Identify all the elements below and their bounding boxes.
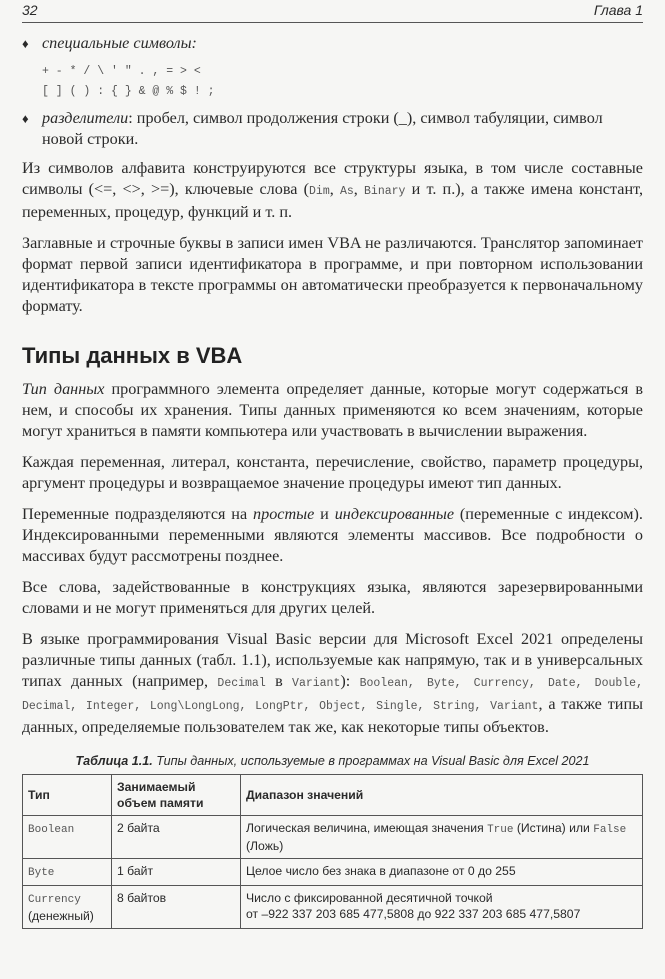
chapter-title: Глава 1 <box>593 2 643 18</box>
bullet-text: : пробел, символ продолжения строки (_), символ табуляции, символ новой строки. <box>42 109 603 148</box>
bullet-label: разделители <box>42 109 129 127</box>
cell-size: 1 байт <box>112 859 241 886</box>
bullet-special-symbols <box>22 33 643 54</box>
symbol-row-1: + - * / \ ' " . , = > < <box>42 65 201 78</box>
table-caption: Таблица 1.1. Типы данных, используемые в программах на Visual Basic для Excel 2021 <box>75 754 590 768</box>
paragraph-case: Заглавные и строчные буквы в записи имен VBA не различаются. Транслятор запоминает формат первой записи идентификатора в программе, и при повторном использовании идентификатора в тексте программы он автоматически преобразуется к первоначальному формату. <box>22 234 643 315</box>
paragraph-each-variable: Каждая переменная, литерал, константа, перечисление, свойство, параметр процедуры, аргумент процедуры и возвращаемое значение процедуры имеют тип данных. <box>22 453 643 492</box>
table-header-row <box>23 775 643 816</box>
cell-type: Byte <box>23 859 112 886</box>
diamond-bullet-icon: ♦ <box>22 111 29 126</box>
header-type: Тип <box>23 775 112 816</box>
symbol-list <box>22 62 643 102</box>
page-number: 32 <box>22 2 38 18</box>
cell-type: Currency (денежный) <box>23 886 112 929</box>
cell-size: 8 байтов <box>112 886 241 929</box>
header-range: Диапазон значений <box>241 775 643 816</box>
cell-type: Boolean <box>23 816 112 859</box>
paragraph-reserved: Все слова, задействованные в конструкциях языка, являются зарезервированными словами и не могут применяться для других целей. <box>22 578 643 617</box>
page-header <box>22 0 643 23</box>
cell-range: Логическая величина, имеющая значения True (Истина) или False (Ложь) <box>241 816 643 859</box>
paragraph-alphabet: Из символов алфавита конструируются все структуры языка, в том числе составные символы (<=, <>, >=), ключевые слова (Dim, As, Binary и т. п.), а также имена констант, переменных, процедур, функций и т. п. <box>22 159 644 221</box>
page-content <box>22 33 643 929</box>
symbol-row-2: [ ] ( ) : { } & @ % $ ! ; <box>42 85 215 98</box>
cell-range: Целое число без знака в диапазоне от 0 до 255 <box>241 859 643 886</box>
data-types-table <box>22 774 643 929</box>
table-row <box>23 886 643 929</box>
table-row <box>23 859 643 886</box>
header-size: Занимаемый объем памяти <box>112 775 241 816</box>
table-row <box>23 816 643 859</box>
paragraph-vba-types: В языке программирования Visual Basic версии для Microsoft Excel 2021 определены различные типы данных (табл. 1.1), используемые как напрямую, так и в универсальных типах данных (например, Decimal в Variant): Boolean, Byte, Currency, Date, Double, Decimal, Integer, Long\LongLong, LongPtr, Object, Single, String, Variant, а также типы данных, определяемые пользователем так же, как некоторые типы объектов. <box>22 630 643 736</box>
paragraph-data-type: Тип данных программного элемента определяет данные, которые могут содержаться в нем, и способы их хранения. Типы данных применяются ко всем значениям, которые могут храниться в памяти компьютера или участвовать в вычислении выражения. <box>22 380 643 440</box>
bullet-label: специальные символы: <box>42 34 197 52</box>
cell-range: Число с фиксированной десятичной точкой от –922 337 203 685 477,5808 до 922 337 203 685 477,5807 <box>241 886 643 929</box>
bullet-separators <box>22 108 643 150</box>
paragraph-variables: Переменные подразделяются на простые и индексированные (переменные с индексом). Индексированными переменными являются элементы массивов. Все подробности о массивах будут рассмотрены позднее. <box>22 505 643 565</box>
diamond-bullet-icon: ♦ <box>22 36 29 51</box>
cell-size: 2 байта <box>112 816 241 859</box>
section-title: Типы данных в VBA <box>22 343 243 368</box>
